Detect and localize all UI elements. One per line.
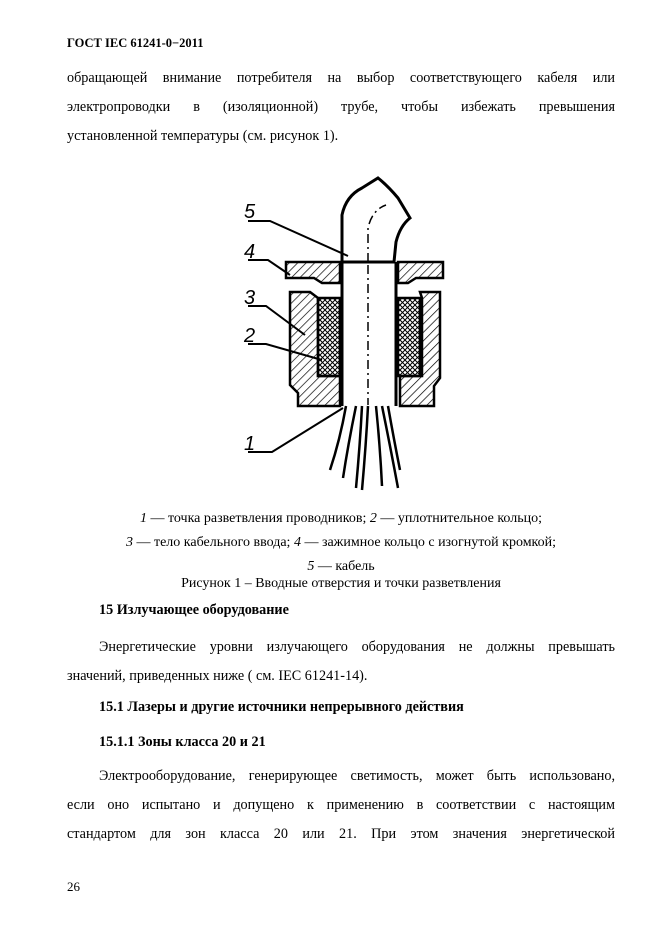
text-line: Энергетические уровни излучающего оборудования не должны превышать [99, 639, 615, 655]
clamping-ring [286, 262, 443, 283]
legend-text: — кабель [314, 559, 375, 574]
legend-number: 4 [293, 535, 301, 550]
callout-2: 2 [244, 325, 256, 347]
section-15-paragraph [67, 633, 615, 691]
legend-text: — уплотнительное кольцо; [376, 511, 542, 526]
legend-line [67, 507, 615, 531]
callout-3: 3 [244, 287, 256, 309]
text-line: электропроводки в (изоляционной) трубе, чтобы избежать превышения [67, 99, 615, 115]
section-15-1-heading: 15.1 Лазеры и другие источники непрерывного действия [99, 699, 464, 715]
legend-text: — тело кабельного ввода; [132, 535, 294, 550]
callout-1: 1 [244, 433, 256, 455]
cable-body [342, 178, 410, 262]
text-line: если оно испытано и допущено к применению в соответствии с настоящим [67, 797, 615, 813]
legend-number: 5 [307, 559, 315, 574]
legend-number: 1 [139, 511, 147, 526]
section-15-1-1-paragraph [67, 762, 615, 849]
legend-number: 3 [125, 535, 133, 550]
section-15-heading: 15 Излучающее оборудование [99, 602, 289, 618]
cable-gland-figure [230, 170, 450, 500]
legend-number: 2 [369, 511, 377, 526]
callout-4: 4 [244, 241, 256, 263]
text-line: Электрооборудование, генерирующее светимость, может быть использовано, [99, 768, 615, 784]
section-15-1-1-heading: 15.1.1 Зоны класса 20 и 21 [99, 734, 266, 750]
legend-line [67, 531, 615, 555]
figure-caption: Рисунок 1 – Вводные отверстия и точки разветвления [181, 576, 501, 591]
legend-text: — точка разветвления проводников; [146, 511, 370, 526]
text-line: значений, приведенных ниже ( см. IEC 61241-14). [67, 668, 368, 684]
conductors [330, 406, 400, 490]
sealing-ring [318, 298, 420, 376]
text-line: стандартом для зон класса 20 или 21. При этом значения энергетической [67, 826, 615, 842]
page-number: 26 [67, 879, 80, 894]
text-line: установленной температуры (см. рисунок 1). [67, 128, 339, 144]
callout-5: 5 [244, 201, 256, 223]
legend-text: — зажимное кольцо с изогнутой кромкой; [300, 535, 557, 550]
intro-paragraph [67, 64, 615, 151]
figure-legend [67, 507, 615, 579]
document-header: ГОСТ IEC 61241-0−2011 [67, 36, 204, 50]
text-line: обращающей внимание потребителя на выбор соответствующего кабеля или [67, 70, 615, 86]
